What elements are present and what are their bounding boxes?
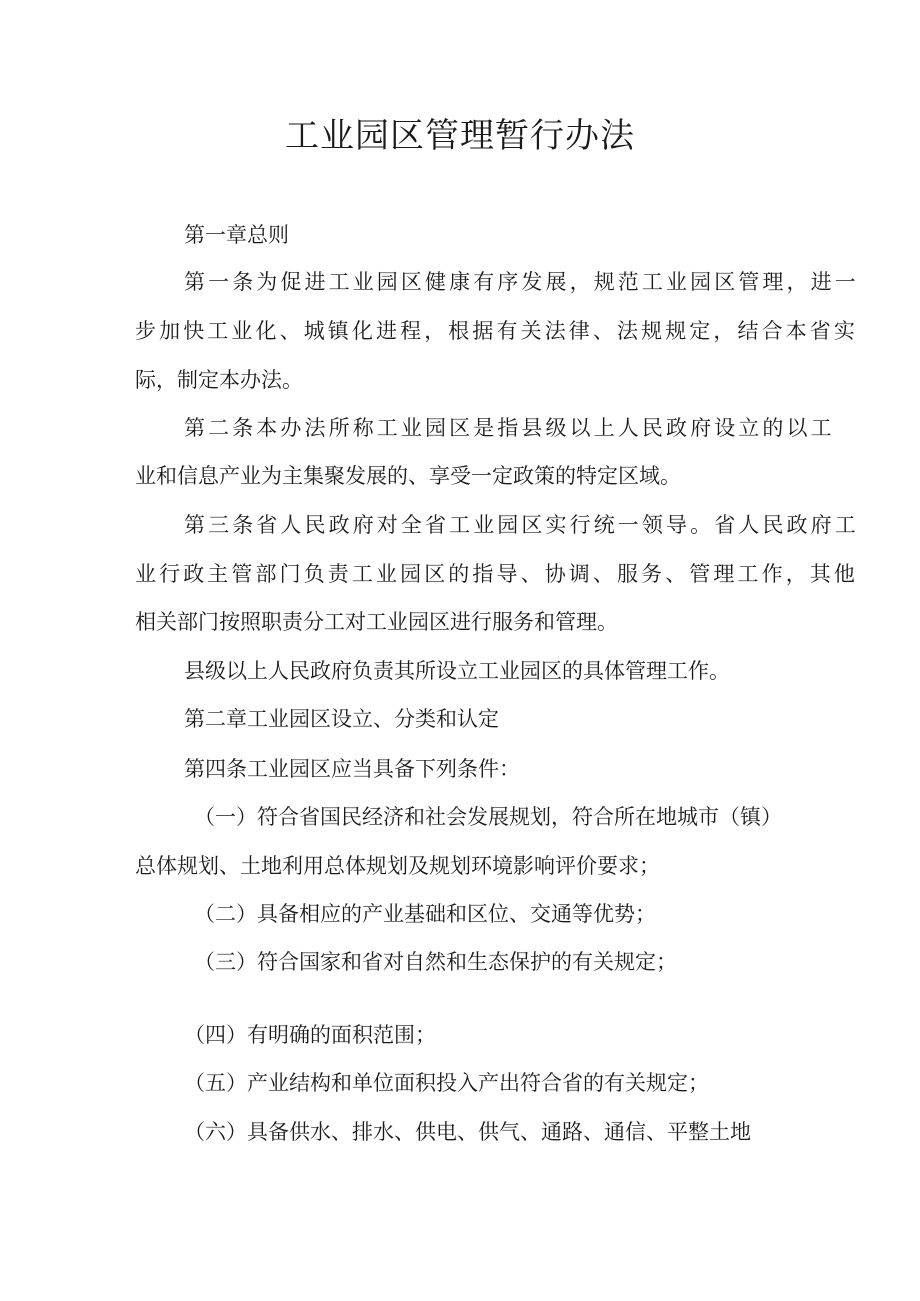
article-1-line-2: 步加快工业化、城镇化进程，根据有关法律、法规规定，结合本省实 <box>135 319 858 343</box>
condition-2: （二）具备相应的产业基础和区位、交通等优势； <box>194 902 656 926</box>
article-1-line-1: 第一条为促进工业园区健康有序发展，规范工业园区管理，进一 <box>184 270 859 294</box>
condition-1-line-2: 总体规划、土地利用总体规划及规划环境影响评价要求； <box>135 854 660 878</box>
condition-5: （五）产业结构和单位面积投入产出符合省的有关规定； <box>184 1071 709 1095</box>
condition-1-line-1: （一）符合省国民经济和社会发展规划，符合所在地城市（镇） <box>194 805 782 829</box>
document-title: 工业园区管理暂行办法 <box>285 116 635 156</box>
article-3-line-3: 相关部门按照职责分工对工业园区进行服务和管理。 <box>135 610 618 634</box>
condition-3: （三）符合国家和省对自然和生态保护的有关规定； <box>194 950 677 974</box>
article-3-paragraph-2: 县级以上人民政府负责其所设立工业园区的具体管理工作。 <box>184 659 730 683</box>
chapter-1-heading: 第一章总则 <box>184 223 289 247</box>
article-3-line-2: 业行政主管部门负责工业园区的指导、协调、服务、管理工作，其他 <box>135 562 858 586</box>
article-2-line-1: 第二条本办法所称工业园区是指县级以上人民政府设立的以工 <box>184 416 835 440</box>
article-2-line-2: 业和信息产业为主集聚发展的、享受一定政策的特定区域。 <box>135 464 681 488</box>
condition-4: （四）有明确的面积范围； <box>184 1023 436 1047</box>
chapter-2-heading: 第二章工业园区设立、分类和认定 <box>184 707 499 731</box>
article-4-heading: 第四条工业园区应当具备下列条件： <box>184 757 520 781</box>
article-1-line-3: 际，制定本办法。 <box>135 368 303 392</box>
condition-6-line-1: （六）具备供水、排水、供电、供气、通路、通信、平整土地 <box>184 1120 751 1144</box>
article-3-line-1: 第三条省人民政府对全省工业园区实行统一领导。省人民政府工 <box>184 513 859 537</box>
